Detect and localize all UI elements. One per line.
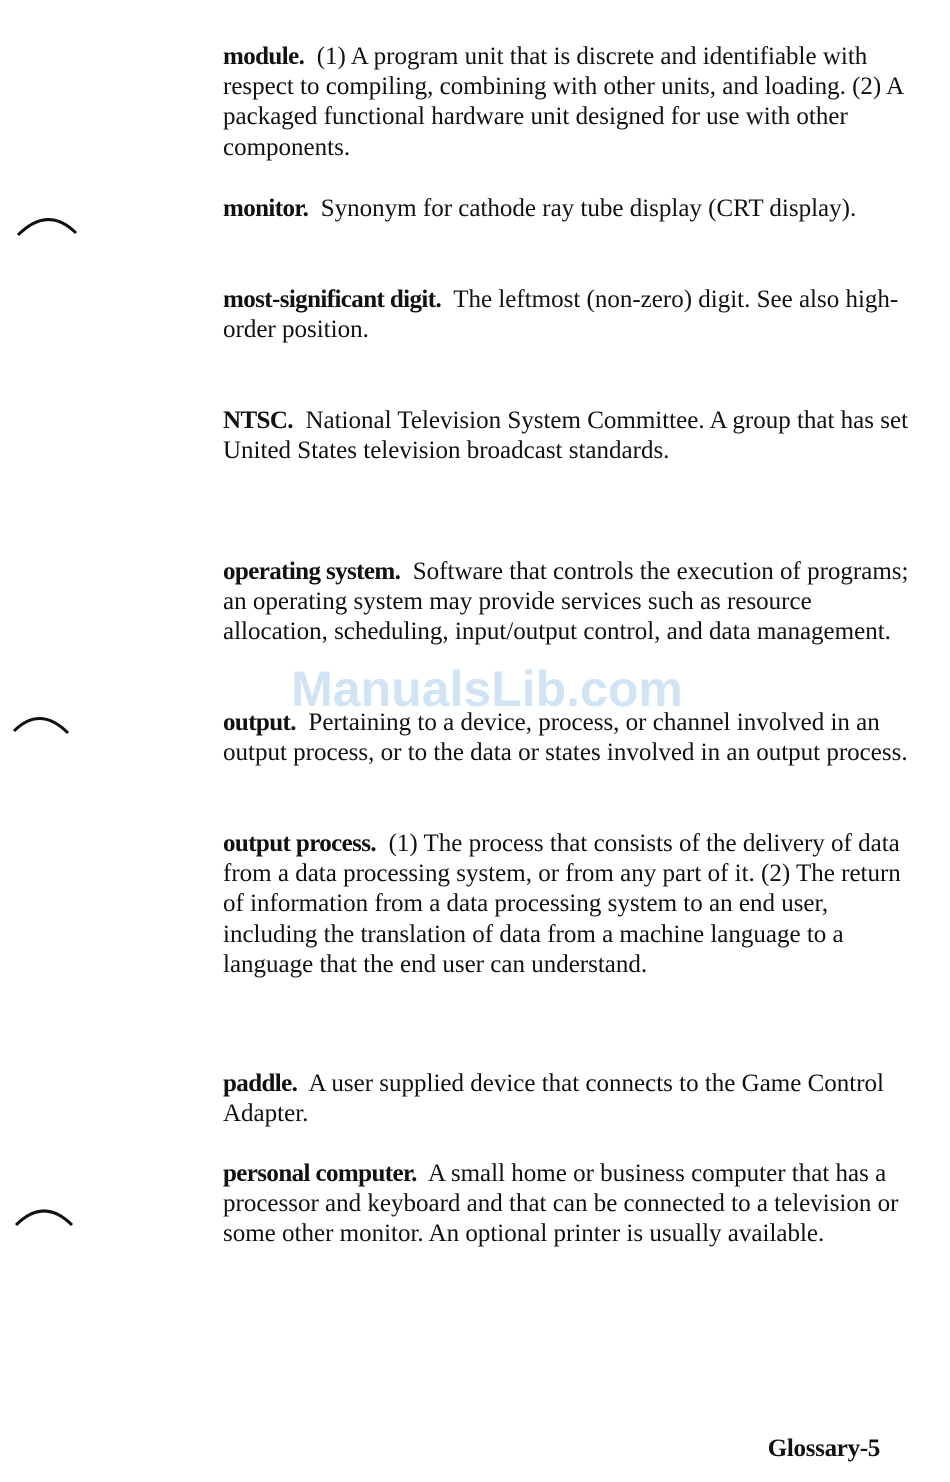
- glossary-entry: [223, 708, 913, 768]
- glossary-entry: [223, 406, 913, 466]
- glossary-term: operating system.: [223, 558, 401, 585]
- glossary-definition: The leftmost (non-zero) digit. See also high-order position.: [223, 286, 899, 344]
- glossary-entry: [223, 1159, 913, 1250]
- binder-hole-mark: [10, 703, 80, 743]
- glossary-definition: National Television System Committee. A group that has set United States television broadcast standards.: [223, 407, 909, 465]
- glossary-definition: A user supplied device that connects to the Game Control Adapter.: [223, 1070, 884, 1128]
- glossary-definition: Pertaining to a device, process, or channel involved in an output process, or to the data or states involved in an output process.: [223, 709, 908, 767]
- glossary-term: most-significant digit.: [223, 286, 442, 313]
- watermark: ManualsLib.com: [291, 661, 683, 717]
- glossary-entry: [223, 829, 913, 980]
- glossary-definition: (1) The process that consists of the delivery of data from a data processing system, or from any part of it. (2) The return of information from a data processing system to an end user, including the translation of data from a machine language to a language that the end user can understand.: [223, 830, 901, 978]
- glossary-term: output.: [223, 709, 296, 736]
- glossary-definition: (1) A program unit that is discrete and identifiable with respect to compiling, combining with other units, and loading. (2) A packaged functional hardware unit designed for use with other components.: [223, 43, 903, 161]
- glossary-entry: [223, 42, 913, 163]
- binder-hole-mark: [10, 205, 80, 245]
- glossary-entry: [223, 285, 913, 345]
- glossary-entry: [223, 557, 913, 648]
- glossary-definition: Software that controls the execution of programs; an operating system may provide services such as resource allocation, scheduling, input/output control, and data management.: [223, 558, 909, 646]
- glossary-term: NTSC.: [223, 407, 293, 434]
- glossary-term: module.: [223, 43, 305, 70]
- page-number: Glossary-5: [767, 1435, 880, 1462]
- glossary-term: monitor.: [223, 195, 309, 222]
- glossary-entry: [223, 1069, 913, 1129]
- glossary-term: output process.: [223, 830, 377, 857]
- glossary-definition: A small home or business computer that has a processor and keyboard and that can be connected to a television or some other monitor. An optional printer is usually available.: [223, 1160, 899, 1248]
- glossary-term: paddle.: [223, 1070, 298, 1097]
- glossary-entry: [223, 194, 913, 224]
- binder-hole-mark: [10, 1195, 80, 1235]
- glossary-definition: Synonym for cathode ray tube display (CRT display).: [320, 195, 857, 222]
- glossary-term: personal computer.: [223, 1160, 417, 1187]
